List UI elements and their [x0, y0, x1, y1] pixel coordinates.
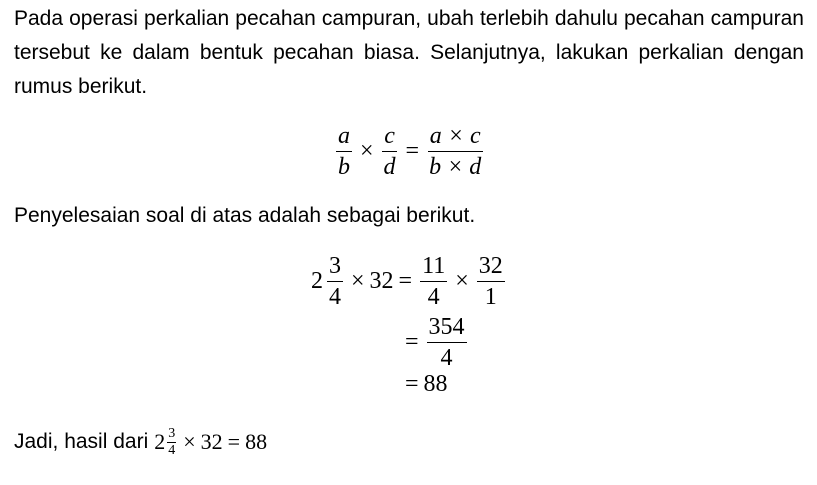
- denominator-b: b: [338, 154, 350, 180]
- conclusion-prefix: Jadi, hasil dari: [14, 430, 149, 453]
- equals-operator: =: [398, 268, 413, 294]
- whole-as-fraction-numerator: 32: [477, 253, 505, 282]
- conclusion-denominator: 4: [168, 442, 176, 458]
- result-denominator: b × d: [429, 154, 482, 180]
- times-operator: ×: [351, 268, 365, 294]
- mixed-denominator: 4: [329, 284, 341, 310]
- solution-intro-paragraph: Penyelesaian soal di atas adalah sebagai berikut.: [14, 204, 476, 227]
- conclusion-result: 88: [245, 429, 268, 454]
- product-denominator: 4: [440, 345, 453, 371]
- conclusion-times: ×: [183, 429, 196, 454]
- conclusion-whole: 2: [154, 429, 166, 454]
- times-operator: ×: [360, 138, 374, 164]
- result-value: 88: [423, 371, 448, 397]
- times-operator-2: ×: [455, 268, 469, 294]
- conclusion-numerator: 3: [168, 425, 176, 441]
- intro-paragraph: Pada operasi perkalian pecahan campuran, ubah terlebih dahulu pecahan campuran tersebut ke dalam bentuk pecahan biasa. Selanjutnya, lakukan perkalian dengan rumus berikut.: [14, 7, 804, 98]
- fraction-c-over-d: [382, 123, 398, 180]
- conclusion-expression: [154, 425, 267, 459]
- product-numerator: 354: [427, 314, 467, 343]
- whole-as-fraction: [477, 253, 505, 310]
- mixed-fraction: [327, 253, 343, 310]
- improper-denominator: 4: [427, 284, 440, 310]
- conclusion-equals: =: [227, 429, 241, 454]
- denominator-d: d: [383, 154, 396, 180]
- fraction-a-over-b: [336, 123, 352, 180]
- multiplier: 32: [369, 268, 394, 294]
- conclusion-paragraph: [14, 425, 804, 459]
- equals-operator: =: [405, 138, 420, 164]
- whole-as-fraction-denominator: 1: [484, 284, 497, 310]
- conclusion-multiplier: 32: [200, 429, 223, 454]
- equals-operator: =: [405, 371, 419, 397]
- multiplication-formula: [333, 123, 486, 180]
- improper-numerator: 11: [420, 253, 447, 282]
- equals-operator: =: [405, 329, 419, 355]
- solution-line-2: [400, 314, 470, 371]
- mixed-number: [311, 253, 346, 310]
- mixed-numerator: 3: [327, 253, 343, 282]
- mixed-whole: 2: [311, 268, 323, 294]
- solution-line-3: [400, 371, 448, 398]
- fraction-result: [427, 123, 483, 180]
- product-fraction: [427, 314, 467, 371]
- solution-line-1: [311, 253, 508, 310]
- numerator-c: c: [382, 123, 397, 152]
- improper-fraction: [420, 253, 447, 310]
- conclusion-fraction: [167, 426, 176, 459]
- numerator-a: a: [336, 123, 352, 152]
- result-numerator: a × c: [428, 123, 483, 152]
